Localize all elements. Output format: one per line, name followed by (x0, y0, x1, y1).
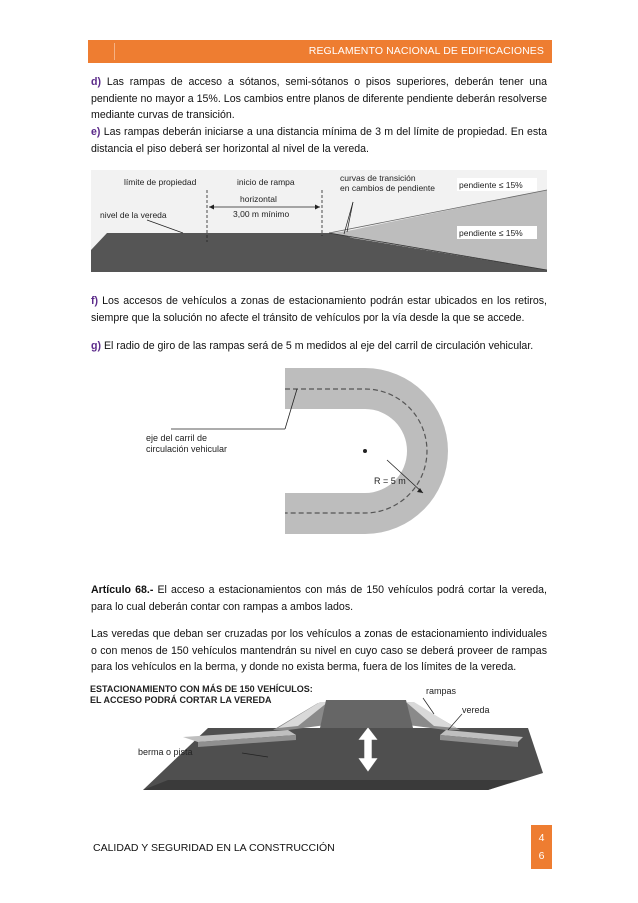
article-68 (91, 582, 547, 615)
text-f: Los accesos de vehículos a zonas de estacionamiento podrán estar ubicados en los retiros, siempre que la solución no afecte el tránsito de vehículos por la vía desde la que se accede. (91, 295, 547, 324)
ramp-profile-figure (91, 170, 547, 272)
label-curvas-2: en cambios de pendiente (340, 183, 435, 193)
paragraph-d (91, 74, 547, 124)
veredas-text: Las veredas que deban ser cruzadas por los vehículos a zonas de estacionamiento individuales o con menos de 150 vehículos mantendrán su nivel en cuyo caso se deberá proveer de rampas para los vehículos en la berma, y donde no exista berma, fuera de los límites de la vereda. (91, 628, 547, 673)
label-d: d) (91, 76, 101, 88)
access-lane (320, 700, 413, 728)
fig3-title-1: ESTACIONAMIENTO CON MÁS DE 150 VEHÍCULOS: (90, 684, 313, 694)
label-horizontal-1: horizontal (240, 194, 277, 204)
page-number-2: 6 (538, 850, 545, 862)
label-g: g) (91, 340, 101, 352)
label-nivel: nivel de la vereda (100, 210, 167, 220)
label-eje-1: eje del carril de (146, 433, 208, 443)
turn-center (363, 449, 367, 453)
paragraph-veredas (91, 626, 547, 676)
header-separator (114, 43, 115, 60)
article-68-label: Artículo 68.- (91, 584, 154, 596)
text-e: Las rampas deberán iniciarse a una distancia mínima de 3 m del límite de propiedad. En esta distancia el piso deberá ser horizontal al nivel de la vereda. (91, 126, 547, 155)
turn-radius-figure (115, 365, 485, 540)
paragraph-f (91, 293, 547, 326)
label-rampas: rampas (426, 686, 457, 696)
label-vereda: vereda (462, 705, 490, 715)
parking-access-figure (88, 680, 548, 790)
header-title: REGLAMENTO NACIONAL DE EDIFICACIONES (308, 45, 544, 57)
paragraph-g (91, 338, 547, 355)
pavement-edge (143, 780, 518, 790)
article-68-text: El acceso a estacionamientos con más de 150 vehículos podrá cortar la vereda, para lo cual deberán contar con rampas a ambos lados. (91, 584, 547, 613)
label-eje-2: circulación vehicular (146, 444, 228, 454)
paragraph-e (91, 124, 547, 157)
page-number-1: 4 (538, 832, 545, 844)
label-horizontal-2: 3,00 m mínimo (233, 209, 290, 219)
page-number (531, 825, 552, 869)
text-g: El radio de giro de las rampas será de 5 m medidos al eje del carril de circulación vehicular. (103, 340, 534, 352)
header-bar (88, 40, 552, 63)
label-pend-top: pendiente ≤ 15% (459, 180, 523, 190)
label-radius: R = 5 m (374, 476, 406, 486)
footer-text: CALIDAD Y SEGURIDAD EN LA CONSTRUCCIÓN (93, 842, 335, 854)
label-curvas-1: curvas de transición (340, 173, 416, 183)
label-f: f) (91, 295, 99, 307)
fig3-title-2: EL ACCESO PODRÁ CORTAR LA VEREDA (90, 695, 272, 705)
label-e: e) (91, 126, 101, 138)
text-d: Las rampas de acceso a sótanos, semi-sótanos o pisos superiores, deberán tener una pendiente no mayor a 15%. Los cambios entre planos de diferente pendiente deberán resolverse mediante curvas de transición. (91, 76, 547, 121)
label-berma: berma o pista (138, 747, 193, 757)
label-limite: límite de propiedad (124, 177, 197, 187)
label-pend-bottom: pendiente ≤ 15% (459, 228, 523, 238)
label-inicio: inicio de rampa (237, 177, 295, 187)
